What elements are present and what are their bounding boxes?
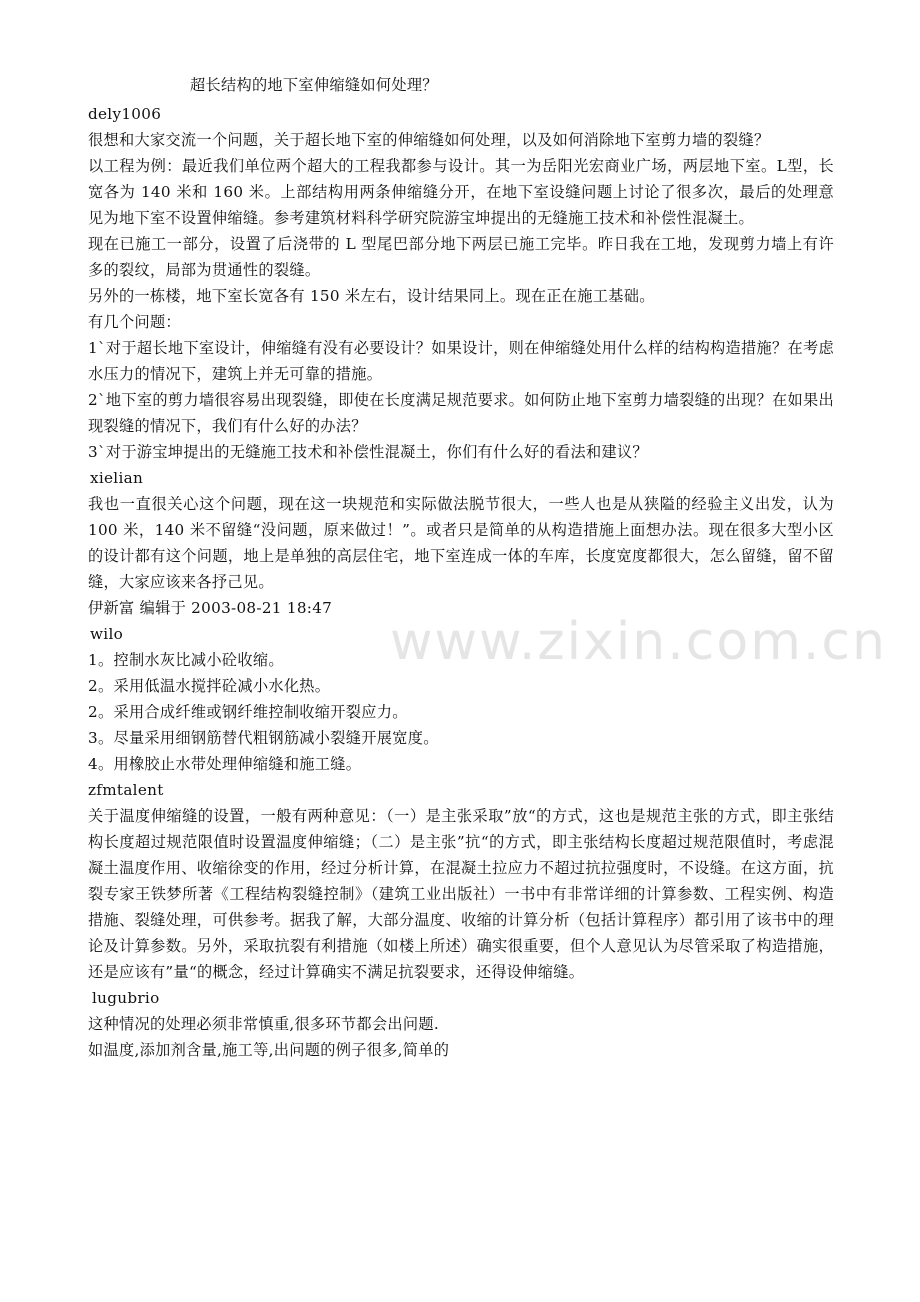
post-paragraph: 我也一直很关心这个问题，现在这一块规范和实际做法脱节很大，一些人也是从狭隘的经验主义出发，认为 100 米，140 米不留缝“没问题，原来做过！”。或者只是简单的从构造措施上面想办法。现在很多大型小区的设计都有这个问题，地上是单独的高层住宅，地下室连成一体的车库，长度宽度都很大，怎么留缝，留不留缝，大家应该来各抒己见。 [88,495,834,591]
post-3 [88,621,834,777]
post-paragraph: 关于温度伸缩缝的设置，一般有两种意见：（一）是主张采取”放“的方式，这也是规范主张的方式，即主张结构长度超过规范限值时设置温度伸缩缝；（二）是主张”抗“的方式，即主张结构长度超过规范限值时，考虑混凝土温度作用、收缩徐变的作用，经过分析计算，在混凝土拉应力不超过抗拉强度时，不设缝。在这方面，抗裂专家王铁梦所著《工程结构裂缝控制》（建筑工业出版社）一书中有非常详细的计算参数、工程实例、构造措施、裂缝处理，可供参考。据我了解，大部分温度、收缩的计算分析（包括计算程序）都引用了该书中的理论及计算参数。另外，采取抗裂有利措施（如楼上所述）确实很重要，但个人意见认为尽管采取了构造措施，还是应该有”量“的概念，经过计算确实不满足抗裂要求，还得设伸缩缝。 [88,807,834,981]
document-title: 超长结构的地下室伸缩缝如何处理？ [190,76,438,94]
post-paragraph: 1`对于超长地下室设计，伸缩缝有没有必要设计？如果设计，则在伸缩缝处用什么样的结构构造措施？在考虑水压力的情况下，建筑上并无可靠的措施。 [88,339,834,383]
document-page [88,72,834,1063]
post-4 [88,777,834,985]
post-paragraph: 3`对于游宝坤提出的无缝施工技术和补偿性混凝土，你们有什么好的看法和建议？ [88,443,648,461]
post-author: lugubrio [92,989,160,1007]
post-2 [88,465,834,621]
post-paragraph: 现在已施工一部分，设置了后浇带的 L 型尾巴部分地下两层已施工完毕。昨日我在工地，发现剪力墙上有许多的裂纹，局部为贯通性的裂缝。 [88,235,834,279]
post-1 [88,101,834,465]
post-paragraph: 3。尽量采用细钢筋替代粗钢筋减小裂缝开展宽度。 [88,729,439,747]
post-paragraph: 如温度,添加剂含量,施工等,出问题的例子很多,简单的 [88,1041,450,1059]
post-paragraph: 4。用橡胶止水带处理伸缩缝和施工缝。 [88,755,362,773]
post-5 [88,985,834,1063]
post-paragraph: 2。采用低温水搅拌砼减小水化热。 [88,677,331,695]
post-paragraph: 以工程为例：最近我们单位两个超大的工程我都参与设计。其一为岳阳光宏商业广场，两层地下室。L型，长宽各为 140 米和 160 米。上部结构用两条伸缩缝分开，在地下室设缝问题上讨论了很多次，最后的处理意见为地下室不设置伸缩缝。参考建筑材料科学研究院游宝坤提出的无缝施工技术和补偿性混凝土。 [88,157,834,227]
post-author: wilo [90,625,124,643]
post-paragraph: 另外的一栋楼，地下室长宽各有 150 米左右，设计结果同上。现在正在施工基础。 [88,287,655,305]
post-author: dely1006 [88,105,162,123]
post-author: zfmtalent [88,781,164,799]
post-paragraph: 2。采用合成纤维或钢纤维控制收缩开裂应力。 [88,703,408,721]
post-paragraph: 2`地下室的剪力墙很容易出现裂缝，即使在长度满足规范要求。如何防止地下室剪力墙裂缝的出现？在如果出现裂缝的情况下，我们有什么好的办法？ [88,391,834,435]
post-author: xielian [90,469,144,487]
post-paragraph: 这种情况的处理必须非常慎重,很多环节都会出问题. [88,1015,439,1033]
post-paragraph: 有几个问题： [88,313,181,331]
post-paragraph: 1。控制水灰比减小砼收缩。 [88,651,284,669]
post-edit-note: 伊新富 编辑于 2003-08-21 18:47 [88,599,333,617]
post-paragraph: 很想和大家交流一个问题，关于超长地下室的伸缩缝如何处理，以及如何消除地下室剪力墙的裂缝？ [88,131,770,149]
watermark-text: www.zixin.com.cn [390,612,887,672]
